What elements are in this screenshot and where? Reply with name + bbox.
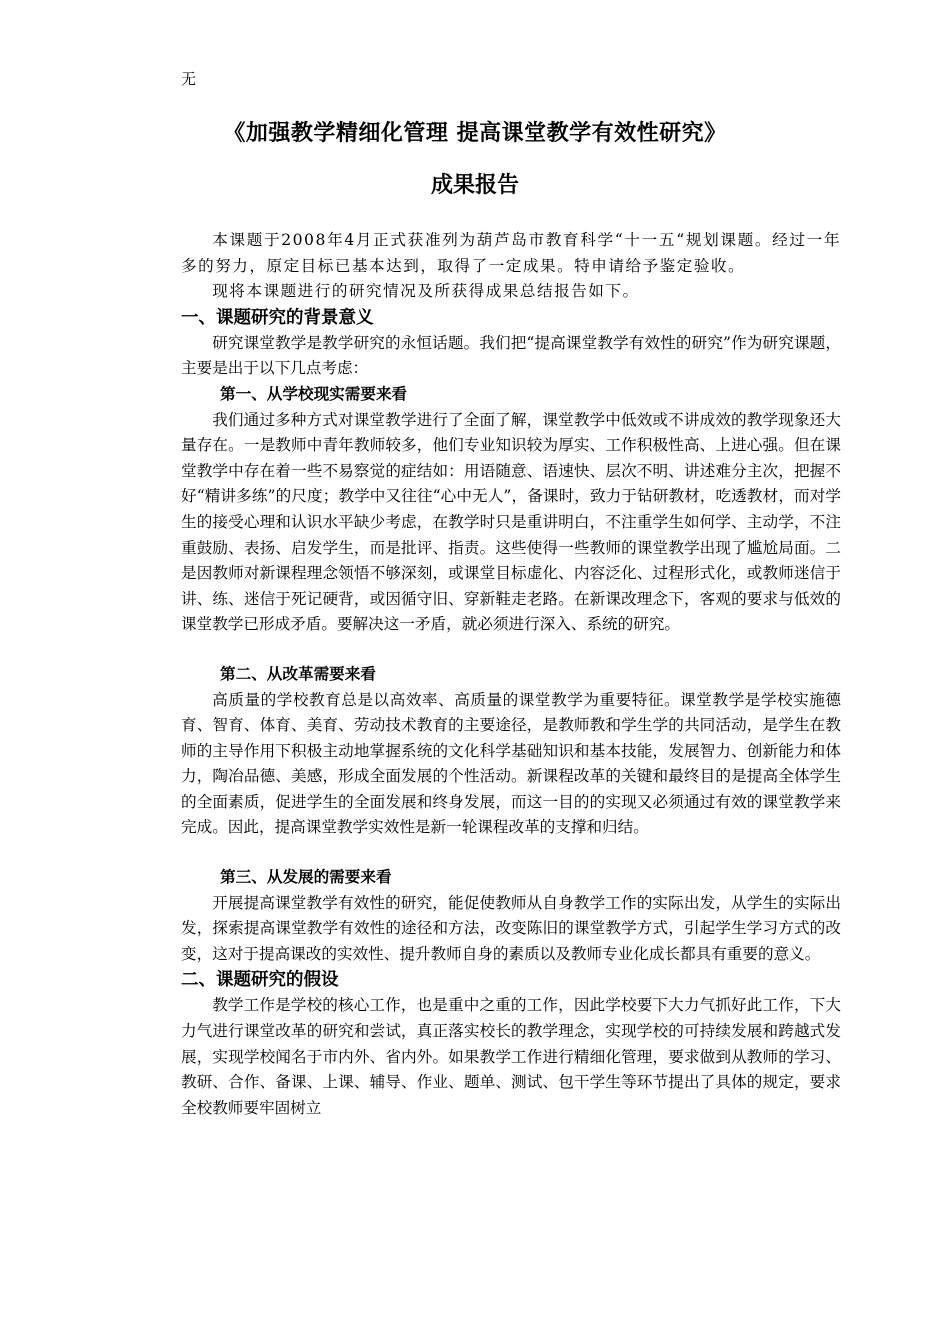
- section-2-heading: 二、课题研究的假设: [181, 970, 339, 991]
- subsection-1-heading: 第一、从学校现实需要来看: [220, 384, 408, 403]
- subsection-2-heading: 第二、从改革需要来看: [220, 664, 376, 683]
- intro-paragraph-2: 现将本课题进行的研究情况及所获得成果总结报告如下。: [212, 282, 640, 301]
- subsection-2-text: 高质量的学校教育总是以高效率、高质量的课堂教学为重要特征。课堂教学是学校实施德育、智育、体育、美育、劳动技术教育的主要途径，是教师教和学生学的共同活动，是学生在教师的主导作用下积极主动地掌握系统的文化科学基础知识和基本技能，发展智力、创新能力和体力，陶冶品德、美感，形成全面发展的个性活动。新课程改革的关键和最终目的是提高全体学生的全面素质，促进学生的全面发展和终身发展，而这一目的的实现又必须通过有效的课堂教学来完成。因此，提高课堂教学实效性是新一轮课程改革的支撑和归结。: [181, 690, 841, 837]
- subsection-1-text: 我们通过多种方式对课堂教学进行了全面了解，课堂教学中低效或不讲成效的教学现象还大量存在。一是教师中青年教师较多，他们专业知识较为厚实、工作积极性高、上进心强。但在课堂教学中存在着一些不易察觉的症结如：用语随意、语速快、层次不明、讲述难分主次，把握不好“精讲多练”的尺度；教学中又往往“心中无人”，备课时，致力于钻研教材，吃透教材，而对学生的接受心理和认识水平缺少考虑，在教学时只是重讲明白，不注重学生如何学、主动学，不注重鼓励、表扬、启发学生，而是批评、指责。这些使得一些教师的课堂教学出现了尴尬局面。二是因教师对新课程理念领悟不够深刻，或课堂目标虚化、内容泛化、过程形式化，或教师迷信于讲、练、迷信于死记硬背，或因循守旧、穿新鞋走老路。在新课改理念下，客观的要求与低效的课堂教学已形成矛盾。要解决这一矛盾，就必须进行深入、系统的研究。: [181, 410, 841, 634]
- header-corner-text: 无: [181, 70, 197, 88]
- section-1-lead: 研究课堂教学是教学研究的永恒话题。我们把“提高课堂教学有效性的研究”作为研究课题，主要是出于以下几点考虑：: [181, 333, 841, 378]
- document-body: [181, 228, 841, 1121]
- intro-paragraph-1: 本课题于2008年4月正式获准列为葫芦岛市教育科学“十一五“规划课题。经过一年多的努力，原定目标已基本达到，取得了一定成果。特申请给予鉴定验收。: [181, 231, 841, 275]
- section-1-heading: 一、课题研究的背景意义: [181, 307, 374, 328]
- document-subtitle: 成果报告: [430, 173, 519, 198]
- subsection-3-text: 开展提高课堂教学有效性的研究，能促使教师从自身教学工作的实际出发，从学生的实际出发，探索提高课堂教学有效性的途径和方法，改变陈旧的课堂教学方式，引起学生学习方式的改变，这对于提高课改的实效性、提升教师自身的素质以及教师专业化成长都具有重要的意义。: [181, 893, 841, 963]
- document-title: 《加强教学精细化管理 提高课堂教学有效性研究》: [223, 121, 727, 146]
- subsection-3-heading: 第三、从发展的需要来看: [220, 868, 392, 887]
- intro-section: [181, 228, 841, 305]
- section-2-text: 教学工作是学校的核心工作，也是重中之重的工作，因此学校要下大力气抓好此工作，下大力气进行课堂改革的研究和尝试，真正落实校长的教学理念，实现学校的可持续发展和跨越式发展，实现学校闻名于市内外、省内外。如果教学工作进行精细化管理，要求做到从教师的学习、教研、合作、备课、上课、辅导、作业、题单、测试、包干学生等环节提出了具体的规定，要求全校教师要牢固树立: [181, 996, 841, 1117]
